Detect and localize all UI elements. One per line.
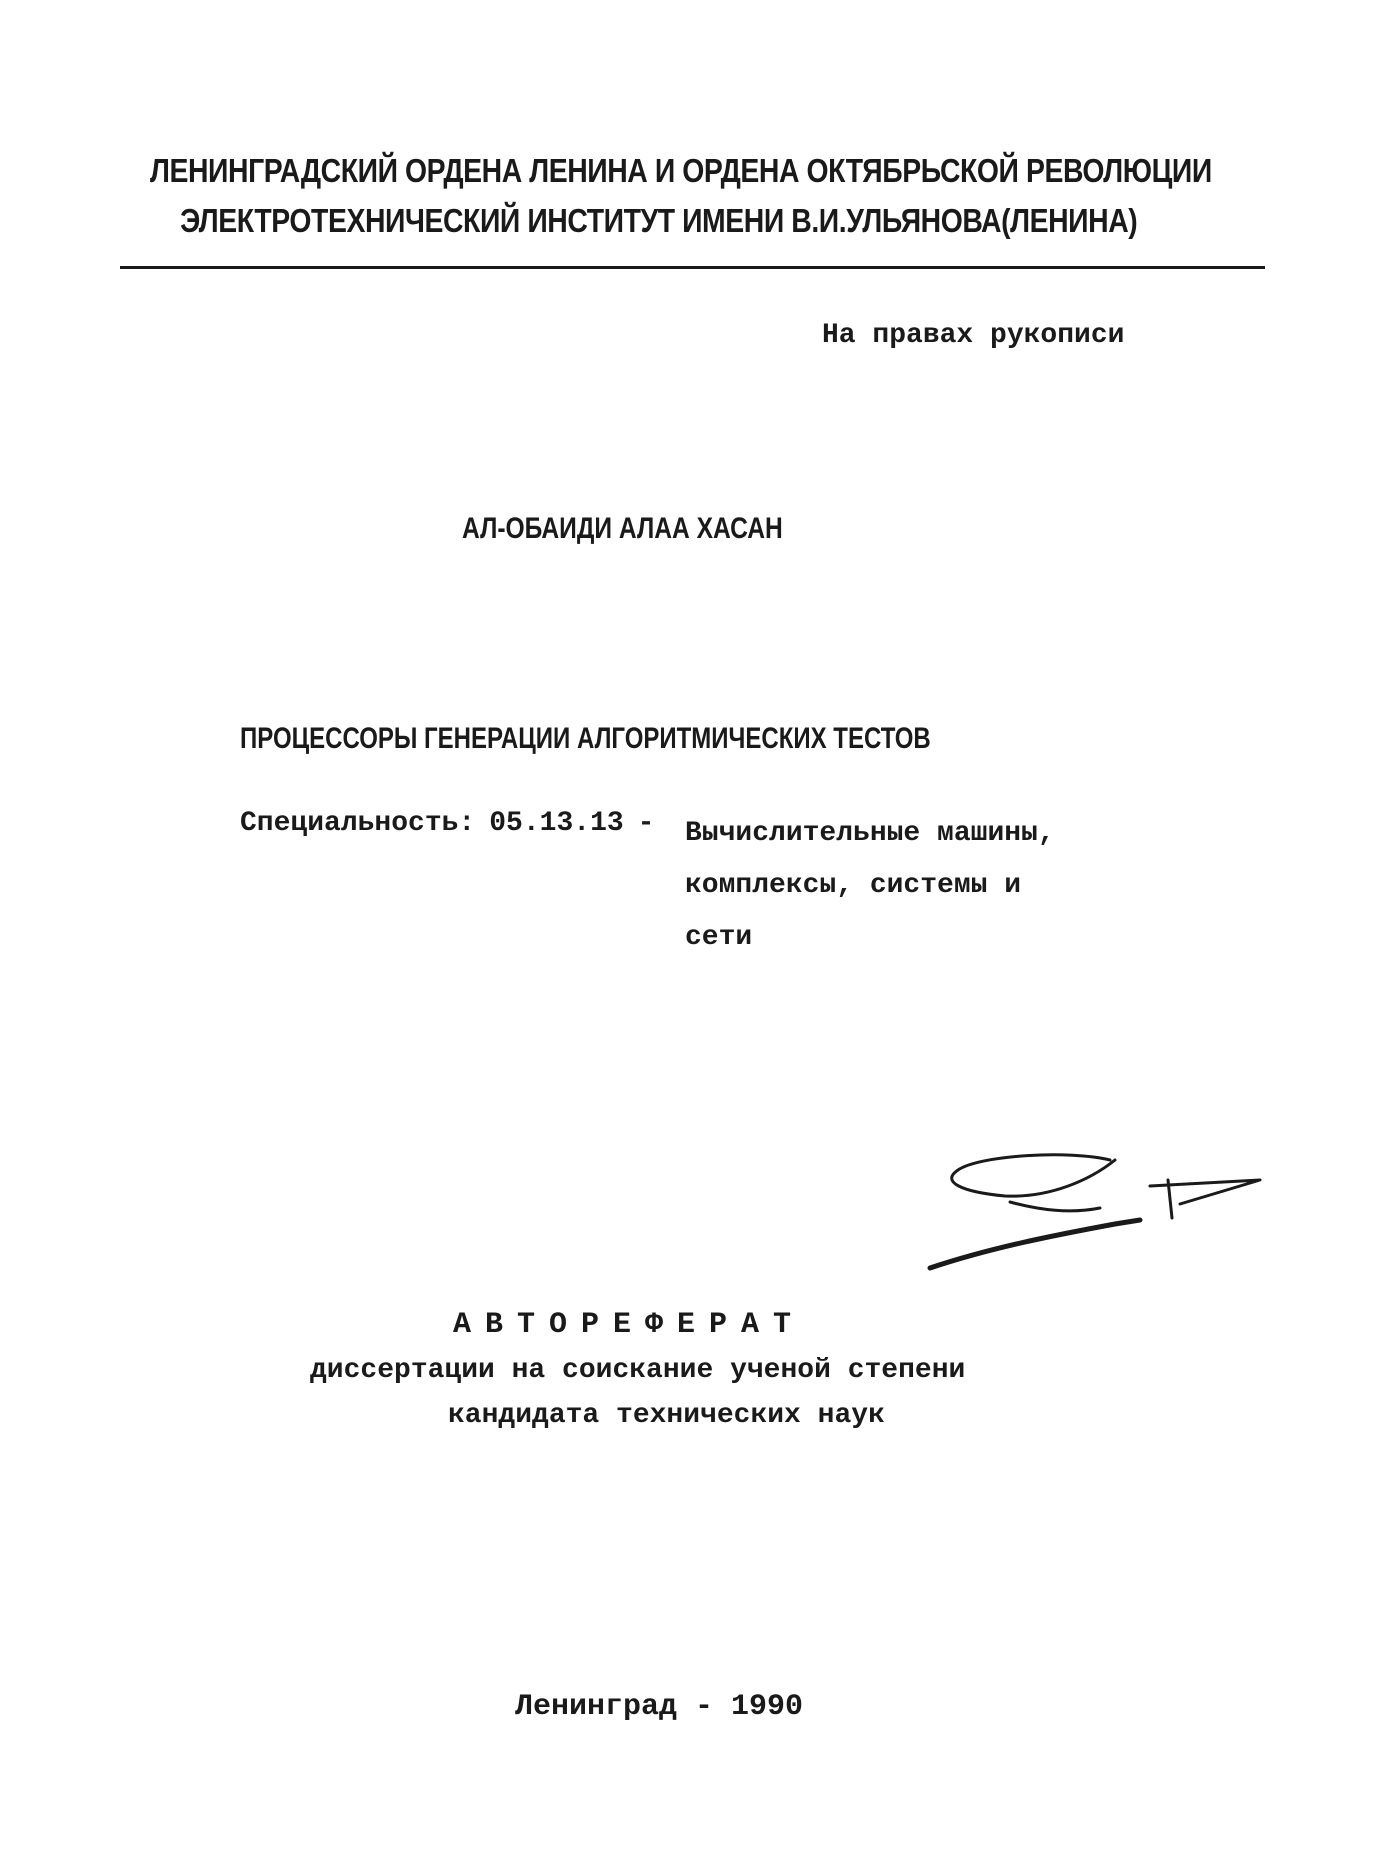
- document-type: [0, 1308, 1378, 1342]
- author-name: АЛ-ОБАИДИ АЛАА ХАСАН: [462, 512, 783, 545]
- document-subtitle-line-1: диссертации на соискание ученой степени: [310, 1355, 966, 1386]
- header-divider: [120, 266, 1265, 269]
- rights-note: На правах рукописи: [822, 320, 1125, 351]
- handwritten-signature: [900, 1140, 1270, 1280]
- specialty-dash: -: [637, 808, 655, 839]
- specialty-row: [240, 808, 670, 839]
- place-and-year: Ленинград - 1990: [515, 1690, 804, 1724]
- institution-line-2: ЭЛЕКТРОТЕХНИЧЕСКИЙ ИНСТИТУТ ИМЕНИ В.И.УЛЬЯНОВА(ЛЕНИНА): [180, 202, 1138, 239]
- document-subtitle-line-2: кандидата технических наук: [448, 1400, 885, 1431]
- institution-heading: [150, 146, 1212, 246]
- institution-line-1: ЛЕНИНГРАДСКИЙ ОРДЕНА ЛЕНИНА И ОРДЕНА ОКТЯБРЬСКОЙ РЕВОЛЮЦИИ: [150, 152, 1212, 189]
- specialty-description-line-2: комплексы, системы и: [685, 870, 1022, 901]
- document-type-label: АВТОРЕФЕРАТ: [452, 1308, 806, 1342]
- specialty-description: [685, 808, 1055, 964]
- specialty-description-line-1: Вычислительные машины,: [685, 818, 1055, 849]
- specialty-code: 05.13.13: [489, 808, 624, 839]
- specialty-label: Специальность:: [240, 808, 476, 839]
- specialty-description-line-3: сети: [685, 922, 753, 953]
- dissertation-title: ПРОЦЕССОРЫ ГЕНЕРАЦИИ АЛГОРИТМИЧЕСКИХ ТЕСТОВ: [240, 722, 931, 755]
